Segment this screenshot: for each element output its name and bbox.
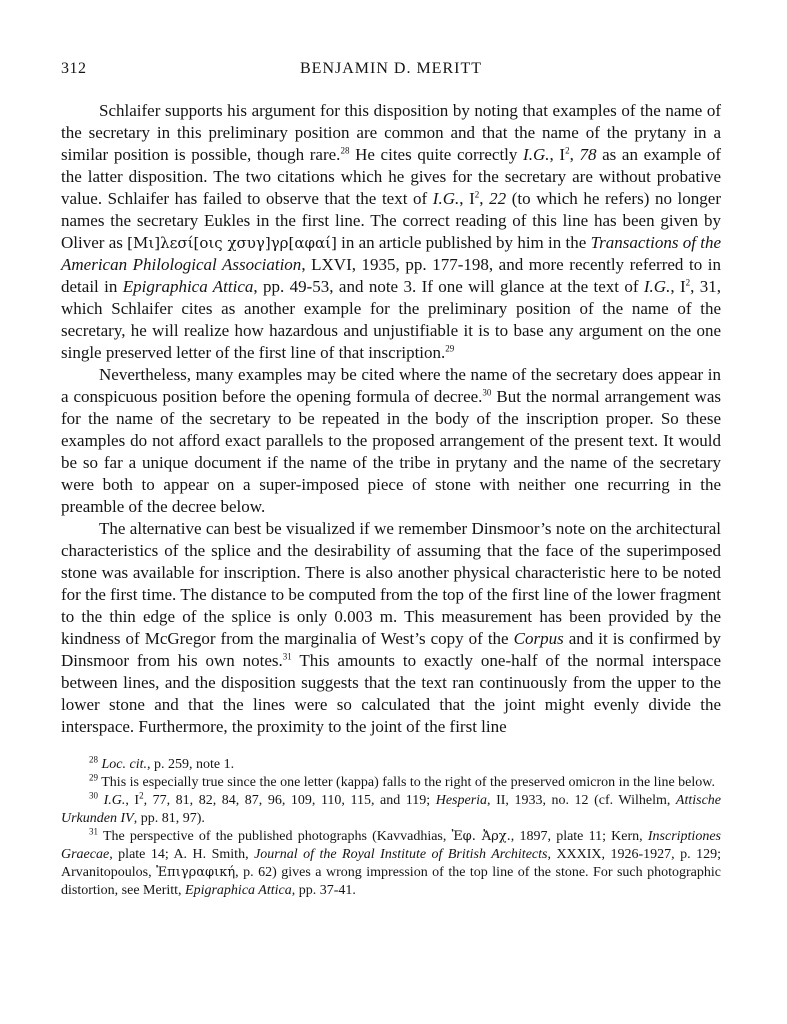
- footnote-ref-29: 29: [445, 343, 455, 354]
- footnote-31: $^{31}$ The perspective of the published photographs (Kavvadhias, Ἐφ. Ἀρχ., 1897, plate 11; Kern, Inscriptiones Graecae, plate 14; A. H. Smith, Journal of the Royal Institute of British Architects, XXXIX, 1926-1927, p. 129; Arvanitopoulos, Ἐπιγραφική, p. 62) gives a wrong impression of the top line of the stone. For such photographic distortion, see Meritt, Epigraphica Attica, pp. 37-41.: [61, 826, 722, 898]
- footnote-ref-31: 31: [282, 651, 292, 662]
- footnote-29: $^{29}$ This is especially true since the one letter (kappa) falls to the right of the preserved omicron in the line below.: [89, 772, 715, 790]
- document-page: [61, 60, 721, 900]
- page-header: [61, 60, 721, 84]
- footnote-30: $^{30}$ I.G., $I^2$, 77, 81, 82, 84, 87, 96, 109, 110, 115, and 119; Hesperia, II, 1933, no. 12 (cf. Wilhelm, Attische Urkunden IV, pp. 81, 97).: [61, 790, 722, 826]
- footnote-28: $^{28}$ Loc. cit., p. 259, note 1.: [89, 754, 235, 772]
- footnote-ref-28: 28: [340, 145, 350, 156]
- footnotes: [61, 756, 721, 900]
- greek-restoration: [Μι]λεσί[οις χσυγ]γρ[αφαί]: [127, 234, 337, 252]
- journal-title: Transactions of the American Philological Association: [61, 233, 722, 274]
- footnote-ref-30: 30: [482, 387, 492, 398]
- paragraph-2: Nevertheless, many examples may be cited where the name of the secretary does appear in a conspicuous position before the opening formula of decree.$^{30}$ But the normal arrangement was for the name of the secretary to be repeated in the body of the inscription proper. So these examples do not afford exact parallels to the proposed arrangement of the present text. It would be so far a unique document if the name of the tribe in prytany and the name of the secretary were both to appear on a super-imposed piece of stone with neither one recurring in the preamble of the decree below.: [61, 365, 721, 516]
- running-head: BENJAMIN D. MERITT: [300, 60, 482, 77]
- paragraph-1: Schlaifer supports his argument for this disposition by noting that examples of the name of the secretary in this preliminary position are common and that the name of the prytany in a similar position is possible, though rare.$^{28}$ He cites quite correctly I.G., $I^2$, 78 as an example of the latter disposition. The two citations which he gives for the secretary are without probative value. Schlaifer has failed to observe that the text of I.G., $I^2$, 22 (to which he refers) no longer names the secretary Eukles in the first line. The correct reading of this line has been given by Oliver as [Μι]λεσί[οις χσυγ]γρ[αφαί] in an article published by him in the Transactions of the American Philological Association, LXVI, 1935, pp. 177-198, and more recently referred to in detail in Epigraphica Attica, pp. 49-53, and note 3. If one will glance at the text of I.G., $I^2$, 31, which Schlaifer cites as another example for the preliminary position of the name of the secretary, he will realize how hazardous and unjustifiable it is to base any argument on the one single preserved letter of the first line of that inscription.$^{29}$: [61, 101, 722, 362]
- paragraph-3: The alternative can best be visualized if we remember Dinsmoor’s note on the architectural characteristics of the splice and the desirability of assuming that the face of the superimposed stone was available for inscription. There is also another physical characteristic here to be noted for the first time. The distance to be computed from the top of the first line of the lower fragment to the thin edge of the splice is only 0.003 m. This measurement has been provided by the kindness of McGregor from the marginalia of West’s copy of the Corpus and it is confirmed by Dinsmoor from his own notes.$^{31}$ This amounts to exactly one-half of the normal interspace between lines, and the disposition suggests that the text ran continuously from the upper to the lower stone and that the lines were so calculated that the joint might evenly divide the interspace. Furthermore, the proximity to the joint of the first line: [61, 519, 722, 736]
- body-text: [61, 100, 721, 738]
- page-number: 312: [61, 60, 87, 77]
